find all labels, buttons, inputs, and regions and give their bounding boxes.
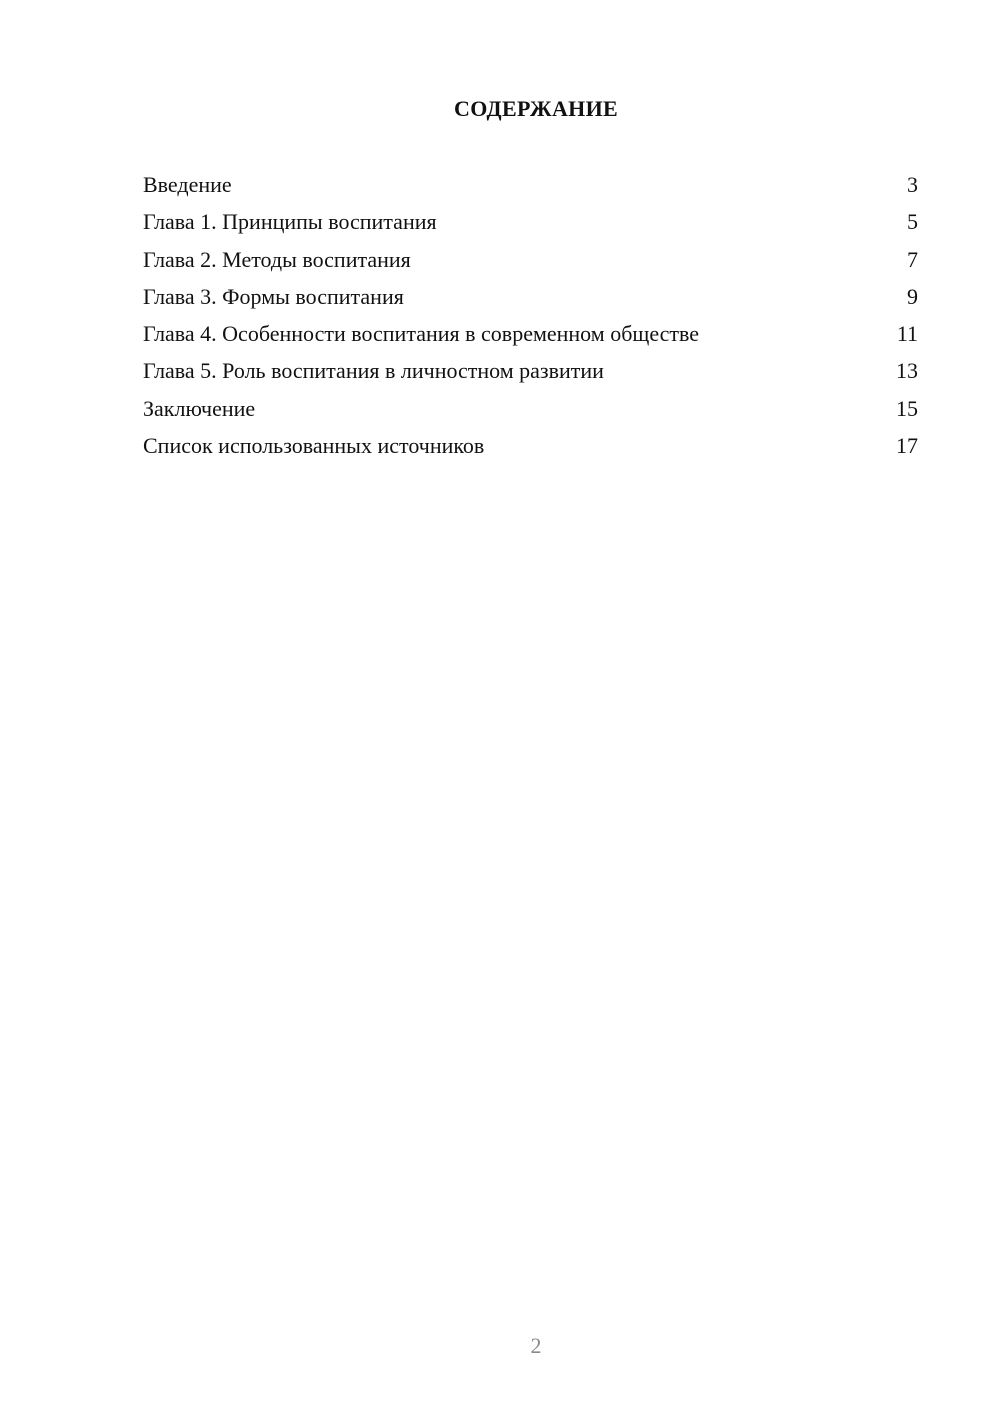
toc-entry-title: Глава 4. Особенности воспитания в современном обществе (143, 321, 700, 347)
toc-entry-page: 3 (907, 172, 918, 197)
toc-entry-page: 15 (896, 395, 918, 421)
toc-entry[interactable] (143, 170, 918, 207)
page-number: 2 (530, 1333, 542, 1358)
toc-entry-title: Список использованных источников (143, 433, 485, 459)
toc-entry[interactable] (143, 245, 918, 282)
toc-entry-page: 11 (896, 321, 918, 347)
toc-entry-title: Глава 3. Формы воспитания (143, 283, 404, 309)
toc-entry-title: Глава 1. Принципы воспитания (143, 209, 437, 235)
toc-entry[interactable] (143, 207, 918, 244)
toc-entry-page: 5 (907, 209, 918, 235)
toc-entry-title: Глава 2. Методы воспитания (143, 246, 411, 272)
toc-entry[interactable] (143, 394, 918, 431)
toc-entry[interactable] (143, 356, 918, 393)
toc-entry-title: Глава 5. Роль воспитания в личностном развитии (143, 358, 604, 384)
toc-entry-page: 13 (896, 358, 918, 384)
toc-entry-page: 7 (907, 246, 918, 272)
toc-entry-page: 9 (907, 283, 918, 309)
page-title: СОДЕРЖАНИЕ (454, 96, 618, 121)
toc-entry-title: Введение (143, 172, 232, 197)
toc-entry[interactable] (143, 319, 918, 356)
toc-entry[interactable] (143, 282, 918, 319)
toc-entry[interactable] (143, 431, 918, 468)
toc-entry-page: 17 (896, 433, 918, 459)
table-of-contents (143, 170, 918, 468)
toc-entry-title: Заключение (143, 395, 256, 421)
